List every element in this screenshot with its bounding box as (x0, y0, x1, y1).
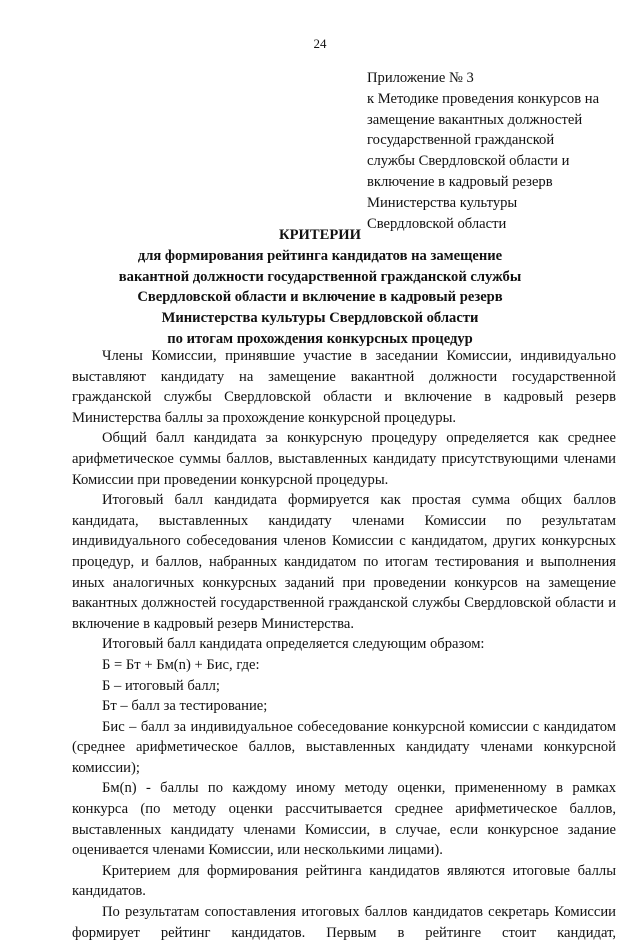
appendix-line: службы Свердловской области и (367, 153, 570, 170)
formula-term: Бт – балл за тестирование; (102, 698, 268, 715)
formula: Б = Бт + Бм(n) + Бис, где: (102, 656, 260, 673)
title-line: вакантной должности государственной гражданской службы (118, 268, 522, 285)
document-body (72, 346, 616, 943)
appendix-line: Приложение № 3 (367, 70, 474, 86)
appendix-line: к Методике проведения конкурсов на (367, 90, 600, 107)
title-heading: КРИТЕРИИ (279, 227, 361, 243)
formula-term: Бм(n) - баллы по каждому иному методу оценки, примененному в рамках конкурса (по методу оценки рассчитывается среднее арифметическое баллов, выставленных кандидату членами Комиссии, в случае, если конкурсное задание оценивается членами Комиссии, или несколькими лицами). (72, 780, 616, 859)
appendix-line: включение в кадровый резерв (367, 173, 553, 190)
appendix-line: замещение вакантных должностей (367, 111, 583, 128)
paragraph: Общий балл кандидата за конкурсную процедуру определяется как среднее арифметическое суммы баллов, выставленных кандидату присутствующими членами Комиссии при проведении конкурсной процедуры. (72, 430, 616, 488)
paragraph: Итоговый балл кандидата формируется как простая сумма общих баллов кандидата, выставленных кандидату членами Комиссии по результатам индивидуального собеседования членов Комиссии с кандидатом, других конкурсных процедур, и баллов, набранных кандидатом по итогам тестирования и выполнения иных аналогичных конкурсных заданий при проведении конкурсов на замещение вакантных должностей государственной гражданской службы Свердловской области и включение в кадровый резерв Министерства. (72, 492, 616, 632)
paragraph: Члены Комиссии, принявшие участие в заседании Комиссии, индивидуально выставляют кандидату на замещение вакантной должности государственной гражданской службы Свердловской области и включение в кадровый резерв Министерства баллы за прохождение конкурсной процедуры. (72, 348, 616, 426)
appendix-line: Министерства культуры (367, 194, 518, 211)
formula-term: Б – итоговый балл; (102, 677, 220, 694)
page-number: 24 (313, 36, 327, 51)
appendix-note (367, 68, 627, 234)
document-title (0, 225, 640, 350)
paragraph: Итоговый балл кандидата определяется следующим образом: (102, 636, 485, 653)
title-line: для формирования рейтинга кандидатов на замещение (137, 247, 503, 264)
title-line: Министерства культуры Свердловской области (161, 310, 479, 327)
formula-term: Бис – балл за индивидуальное собеседование конкурсной комиссии с кандидатом (среднее арифметическое баллов, выставленных кандидату членами конкурсной комиссии); (72, 718, 616, 776)
appendix-line: государственной гражданской (367, 132, 555, 149)
appendix-line: Свердловской области (367, 215, 507, 232)
paragraph: Критерием для формирования рейтинга кандидатов являются итоговые баллы кандидатов. (72, 862, 616, 900)
title-line: по итогам прохождения конкурсных процедур (167, 330, 473, 347)
paragraph: По результатам сопоставления итоговых баллов кандидатов секретарь Комиссии формирует рейтинг кандидатов. Первым в рейтинге стоит кандидат, (72, 904, 616, 941)
title-line: Свердловской области и включение в кадровый резерв (137, 289, 503, 306)
